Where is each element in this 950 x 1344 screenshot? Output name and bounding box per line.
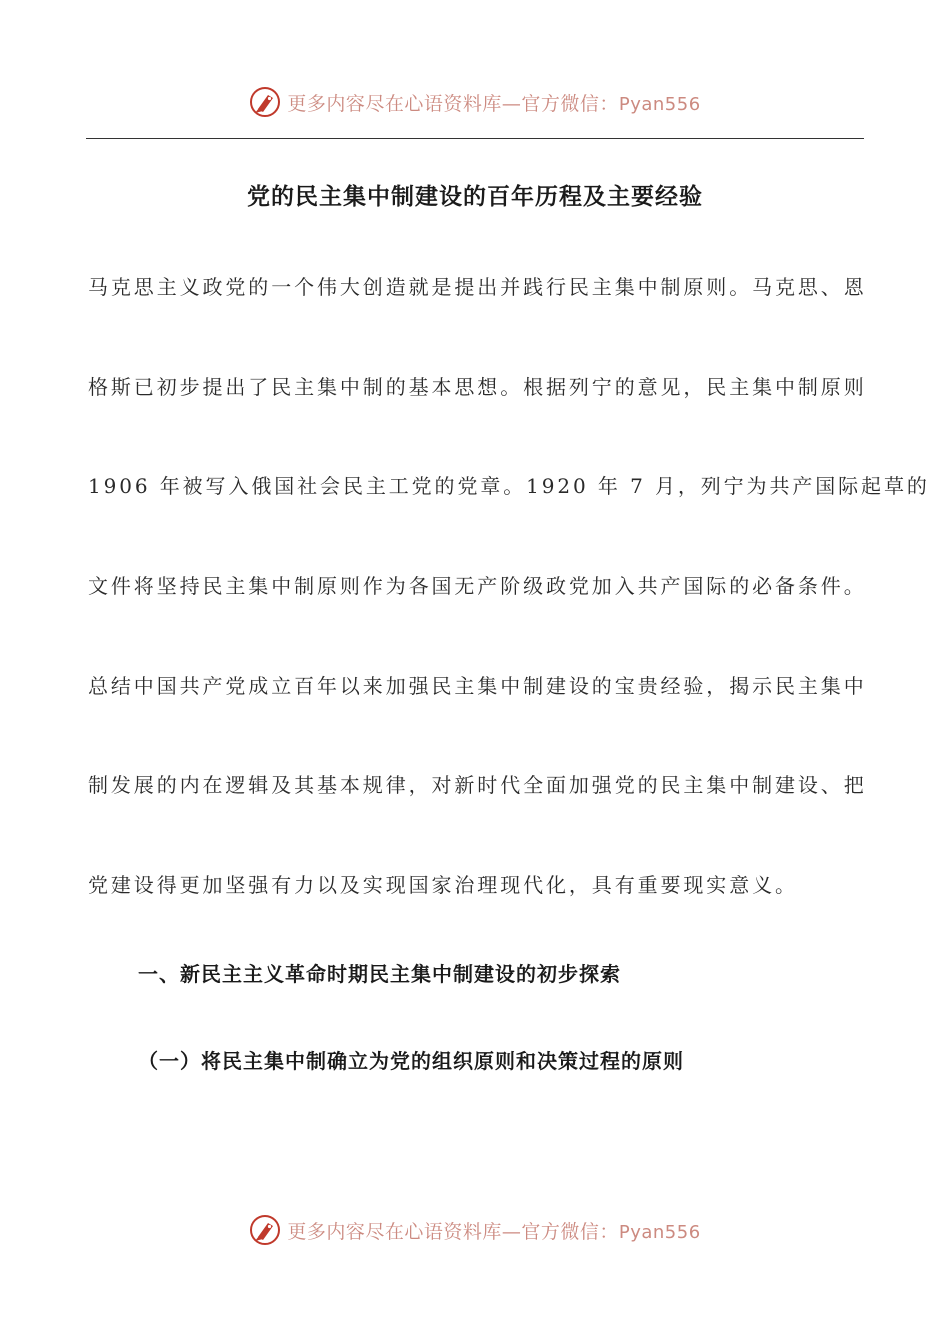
- paragraph-line: 总结中国共产党成立百年以来加强民主集中制建设的宝贵经验，揭示民主集中: [88, 674, 867, 698]
- pen-nib-logo-icon: [249, 1214, 281, 1246]
- pen-nib-logo-icon: [249, 86, 281, 118]
- section-heading: 一、新民主主义革命时期民主集中制建设的初步探索: [138, 962, 621, 986]
- paragraph-line: 格斯已初步提出了民主集中制的基本思想。根据列宁的意见，民主集中制原则: [88, 375, 867, 399]
- paragraph-line: 制发展的内在逻辑及其基本规律，对新时代全面加强党的民主集中制建设、把: [88, 773, 867, 797]
- document-title: 党的民主集中制建设的百年历程及主要经验: [247, 184, 703, 210]
- header-watermark-text: 更多内容尽在心语资料库—官方微信：: [287, 92, 619, 115]
- footer-watermark: [0, 1210, 950, 1250]
- footer-watermark-id: Pyan556: [618, 1221, 701, 1243]
- header-watermark: [0, 82, 950, 122]
- header-watermark-id: Pyan556: [618, 93, 701, 115]
- paragraph-line: 党建设得更加坚强有力以及实现国家治理现代化，具有重要现实意义。: [88, 873, 798, 897]
- paragraph-line: 马克思主义政党的一个伟大创造就是提出并践行民主集中制原则。马克思、恩: [88, 275, 867, 299]
- subsection-heading: （一）将民主集中制确立为党的组织原则和决策过程的原则: [138, 1049, 684, 1073]
- paragraph-line: 1906 年被写入俄国社会民主工党的党章。1920 年 7 月，列宁为共产国际起草的: [88, 474, 930, 498]
- paragraph-line: 文件将坚持民主集中制原则作为各国无产阶级政党加入共产国际的必备条件。: [88, 574, 867, 598]
- header-divider: [86, 138, 864, 139]
- footer-watermark-text: 更多内容尽在心语资料库—官方微信：: [287, 1220, 619, 1243]
